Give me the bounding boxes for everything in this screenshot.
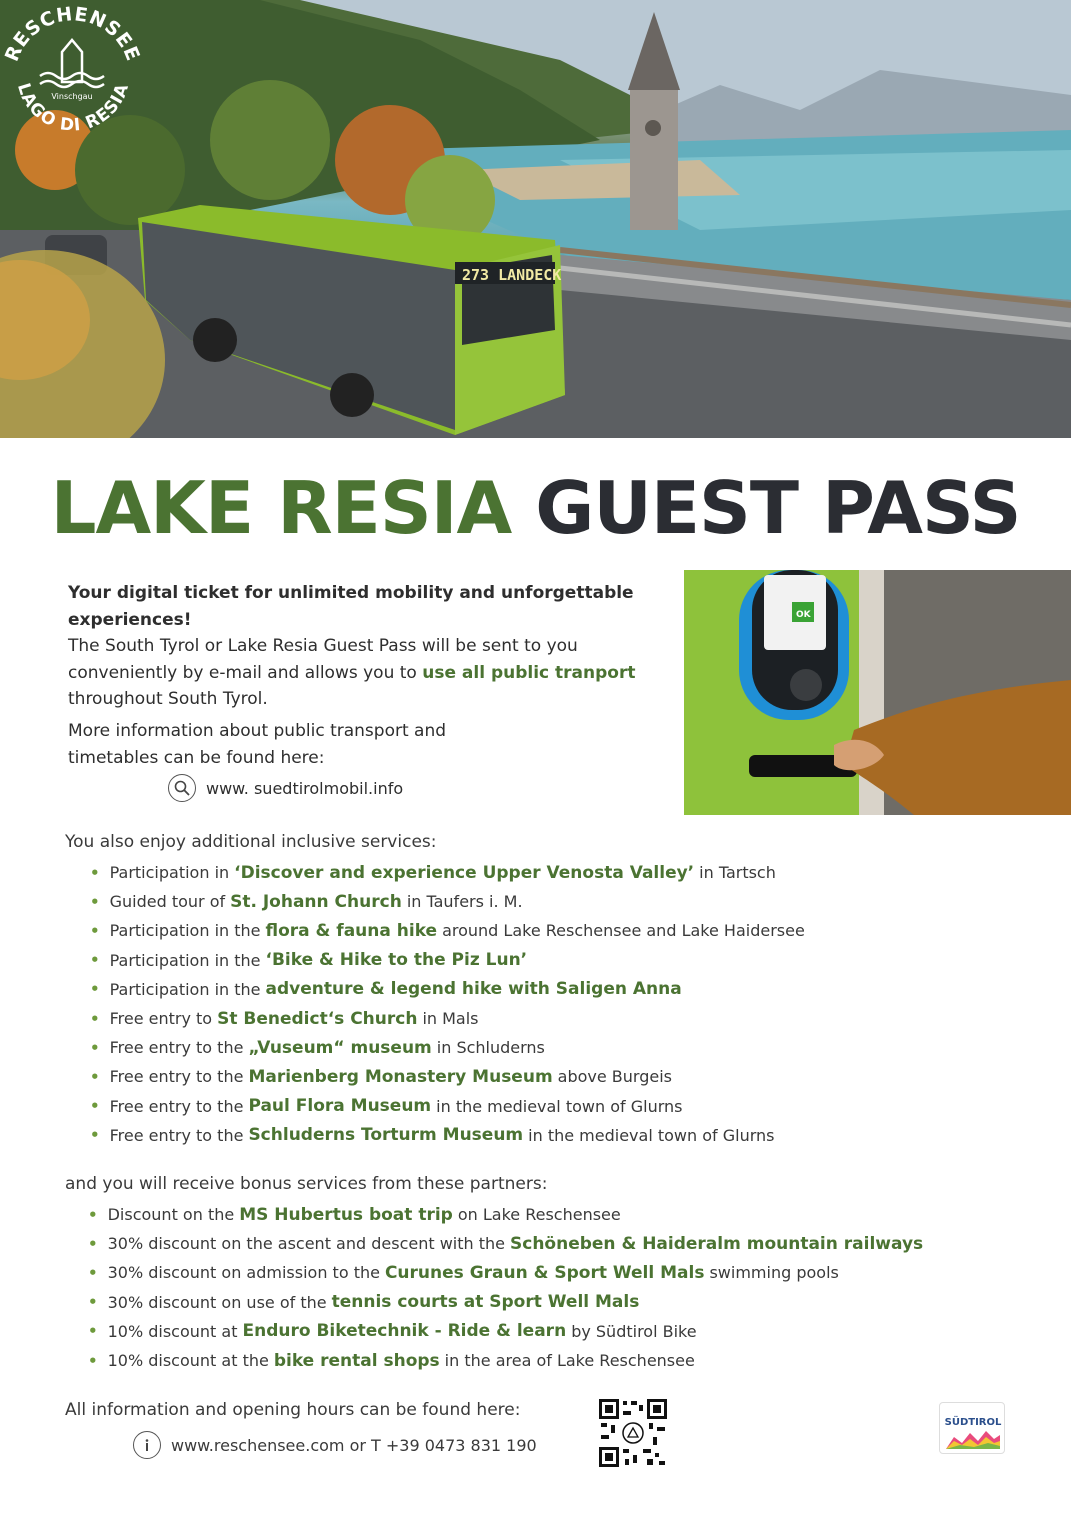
list-item [90, 858, 805, 887]
page-title [0, 462, 1071, 554]
more-info-text: More information about public transport and timetables can be found here: [68, 721, 447, 768]
services-list [90, 858, 805, 1150]
list-item [90, 946, 805, 975]
info-icon [133, 1431, 161, 1459]
list-item [88, 1288, 928, 1317]
list-item-post: in Taufers i. M. [406, 892, 523, 912]
list-item-bold: MS Hubertus boat trip [239, 1204, 453, 1225]
list-item-pre: Discount on the [107, 1205, 235, 1225]
suedtirol-logo [939, 1402, 1005, 1454]
list-item-pre: Participation in the [109, 950, 261, 970]
hero-illustration [0, 0, 1071, 438]
list-item [90, 1062, 805, 1091]
list-item [88, 1317, 928, 1346]
list-item-bold: Schöneben & Haideralm mountain railways [510, 1233, 924, 1254]
bus-route-label: 273 LANDECK [462, 266, 562, 284]
list-item [90, 1121, 805, 1150]
list-item [88, 1346, 928, 1375]
bonus-heading: and you will receive bonus services from these partners: [65, 1174, 548, 1194]
list-item [90, 1092, 805, 1121]
list-item-pre: Free entry to [109, 1009, 213, 1029]
qr-code[interactable] [597, 1397, 669, 1469]
list-item-post: in Tartsch [699, 863, 776, 883]
list-item-pre: Participation in [109, 863, 230, 883]
svg-text:OK: OK [796, 610, 811, 620]
list-item-bold: bike rental shops [273, 1350, 440, 1371]
list-item [90, 916, 805, 945]
list-item [88, 1200, 928, 1229]
list-item-post: in Mals [422, 1009, 479, 1029]
list-item-bold: adventure & legend hike with Saligen Anna [265, 979, 682, 1000]
bonus-list [88, 1200, 928, 1375]
list-item-post: around Lake Reschensee and Lake Haidersee [442, 921, 805, 941]
list-item [90, 887, 805, 916]
list-item-pre: Free entry to the [109, 1096, 244, 1116]
transport-website-link[interactable]: www. suedtirolmobil.info [206, 778, 404, 798]
ticket-validator-photo [684, 570, 1071, 815]
svg-text:RESCHENSEE: RESCHENSEE [0, 3, 145, 65]
bullet-icon: • [90, 1009, 100, 1028]
bullet-icon: • [90, 863, 100, 882]
list-item-bold: St. Johann Church [230, 891, 402, 912]
intro-body-start: The South Tyrol or Lake Resia Guest Pass will be sent to you conveniently by e-mail and allows you to [68, 636, 578, 683]
list-item-post: in the medieval town of Glurns [528, 1125, 775, 1145]
bullet-icon: • [88, 1351, 98, 1370]
list-item-post: above Burgeis [557, 1067, 672, 1087]
list-item-pre: 10% discount at [107, 1321, 238, 1341]
bullet-icon: • [90, 1067, 100, 1086]
list-item-bold: Marienberg Monastery Museum [248, 1066, 553, 1087]
list-item-pre: Free entry to the [109, 1125, 244, 1145]
footer-contact-text[interactable]: www.reschensee.com or T +39 0473 831 190 [171, 1435, 537, 1455]
list-item-bold: Schluderns Torturm Museum [248, 1125, 524, 1146]
transport-website-row[interactable] [168, 774, 403, 802]
bullet-icon: • [88, 1205, 98, 1224]
services-heading: You also enjoy additional inclusive services: [65, 832, 437, 852]
list-item-bold: ‘Discover and experience Upper Venosta Valley’ [234, 862, 695, 883]
footer-contact-row[interactable] [133, 1431, 537, 1459]
list-item-bold: tennis courts at Sport Well Mals [331, 1292, 640, 1313]
bullet-icon: • [90, 1126, 100, 1145]
bullet-icon: • [90, 921, 100, 940]
list-item-bold: ‘Bike & Hike to the Piz Lun’ [265, 950, 528, 971]
list-item-pre: 30% discount on use of the [107, 1292, 327, 1312]
svg-text:Vinschgau: Vinschgau [51, 92, 93, 101]
bullet-icon: • [88, 1322, 98, 1341]
list-item [88, 1229, 928, 1258]
list-item-post: by Südtirol Bike [571, 1321, 697, 1341]
reschensee-logo [0, 0, 145, 145]
list-item-post: swimming pools [709, 1263, 839, 1283]
bullet-icon: • [90, 892, 100, 911]
list-item-pre: Guided tour of [109, 892, 226, 912]
list-item-pre: Participation in the [109, 979, 261, 999]
bullet-icon: • [90, 951, 100, 970]
list-item-pre: 30% discount on the ascent and descent with the [107, 1234, 505, 1254]
intro-body [68, 633, 653, 713]
list-item-bold: Curunes Graun & Sport Well Mals [384, 1262, 705, 1283]
list-item-post: on Lake Reschensee [457, 1205, 621, 1225]
list-item-pre: Participation in the [109, 921, 261, 941]
bullet-icon: • [88, 1293, 98, 1312]
bullet-icon: • [90, 980, 100, 999]
list-item-pre: Free entry to the [109, 1038, 244, 1058]
list-item-pre: 10% discount at the [107, 1351, 269, 1371]
search-icon [168, 774, 196, 802]
intro-highlight: use all public tranport [422, 662, 636, 683]
list-item [90, 1004, 805, 1033]
list-item-bold: Enduro Biketechnik - Ride & learn [242, 1321, 567, 1342]
bullet-icon: • [88, 1234, 98, 1253]
list-item-bold: flora & fauna hike [265, 920, 438, 941]
list-item [88, 1258, 928, 1287]
footer-heading: All information and opening hours can be found here: [65, 1400, 521, 1420]
intro-lead: Your digital ticket for unlimited mobility and unforgettable experiences! [68, 583, 634, 630]
title-lake-resia: LAKE RESIA [50, 466, 512, 550]
list-item-post: in Schluderns [436, 1038, 545, 1058]
bullet-icon: • [90, 1038, 100, 1057]
list-item-bold: St Benedict‘s Church [217, 1008, 418, 1029]
list-item-pre: 30% discount on admission to the [107, 1263, 380, 1283]
bullet-icon: • [90, 1097, 100, 1116]
list-item [90, 975, 805, 1004]
bullet-icon: • [88, 1263, 98, 1282]
list-item [90, 1033, 805, 1062]
hero-photo [0, 0, 1071, 438]
title-guest-pass: GUEST PASS [535, 466, 1021, 550]
intro-text [68, 580, 653, 713]
svg-text:LAGO DI RESIA: LAGO DI RESIA [12, 80, 134, 136]
intro-body-end: throughout South Tyrol. [68, 689, 268, 709]
suedtirol-logo-text: SÜDTIROL [944, 1417, 1002, 1428]
list-item-pre: Free entry to the [109, 1067, 244, 1087]
list-item-post: in the area of Lake Reschensee [444, 1351, 695, 1371]
list-item-bold: „Vuseum“ museum [248, 1037, 432, 1058]
list-item-post: in the medieval town of Glurns [436, 1096, 683, 1116]
list-item-bold: Paul Flora Museum [248, 1096, 432, 1117]
